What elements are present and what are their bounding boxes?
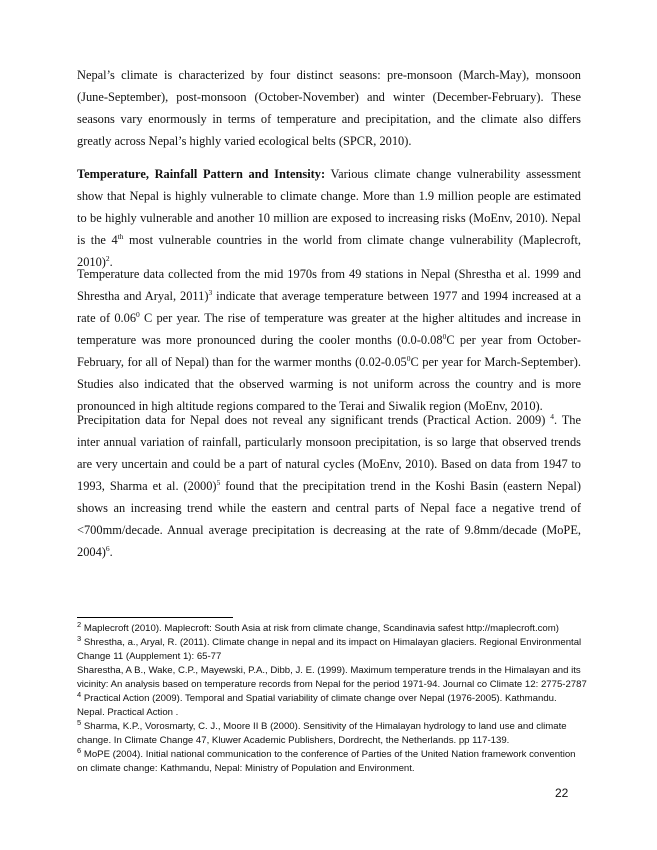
footnote-separator (77, 617, 233, 618)
footnote-ref-4[interactable]: 4 (550, 411, 554, 421)
footnote-ref-5[interactable]: 5 (216, 477, 221, 487)
footnotes (77, 619, 587, 776)
footnote-text: MoPE (2004). Initial national communication to the conference of Parties of the United Nation framework convention on climate change: Kathmandu, Nepal: Ministry of Population and Environment. (77, 749, 576, 774)
footnote-text: Sharma, K.P., Vorosmarty, C. J., Moore II B (2000). Sensitivity of the Himalayan hydrology to land use and climate change. In Climate Change 47, Kluwer Academic Publishers, Dordrecht, the Netherlands. pp 117-139. (77, 721, 567, 746)
paragraph-text: . The inter annual variation of rainfall, particularly monsoon precipitation, is so large that observed trends are very uncertain and could be a part of natural cycles (MoEnv, 2010). Based on data from 1947 to 1993, Sharma et al. (2000) (77, 413, 581, 493)
footnote-3-continued (77, 664, 587, 692)
paragraph-seasons-text: Nepal’s climate is characterized by four distinct seasons: pre-monsoon (March-May), monsoon (June-September), post-monsoon (October-November) and winter (December-February). These seasons vary enormously in terms of temperature and precipitation, and the climate also differs greatly across Nepal’s highly varied ecological belts (SPCR, 2010). (77, 68, 581, 148)
paragraph-text: most vulnerable countries in the world from climate change vulnerability (Maplecroft, 2010) (77, 233, 582, 269)
paragraph-temperature (77, 263, 581, 417)
footnote-ref-2[interactable]: 2 (105, 253, 110, 263)
degree-superscript: 0 (442, 331, 447, 341)
paragraph-text: found that the precipitation trend in the Koshi Basin (eastern Nepal) shows an increasing trend while the eastern and central parts of Nepal face a negative trend of <700mm/decade. Annual average precipitation is decreasing at the rate of 9.8mm/decade (MoPE, 2004) (77, 479, 581, 559)
footnote-number: 3 (77, 633, 82, 643)
footnote-text: Maplecroft (2010). Maplecroft: South Asia at risk from climate change, Scandinavia safest http://maplecroft.com) (81, 623, 559, 634)
footnote-number: 6 (77, 745, 82, 755)
superscript: th (117, 231, 124, 241)
page-number: 22 (555, 786, 569, 800)
paragraph-text: C per year for March-September). Studies also indicated that the observed warming is not uniform across the country and is more pronounced in high altitude regions compared to the Terai and Siwalik region (MoEnv, 2010). (77, 355, 582, 413)
footnote-text: Practical Action (2009). Temporal and Spatial variability of climate change over Nepal (1976-2005). Kathmandu. Nepal. Practical Action . (77, 693, 557, 718)
paragraph-text: C per year from October-February, for all of Nepal) than for the warmer months (0.02-0.05 (77, 333, 581, 369)
paragraph-text: . (109, 255, 113, 269)
paragraph-seasons (77, 64, 581, 152)
footnote-text: Sharestha, A B., Wake, C.P., Mayewski, P.A., Dibb, J. E. (1999). Maximum temperature trends in the Himalayan and its vicinity: An analysis based on temperature records from Nepal for the period 1971-94. Journal co Climate 12: 2775-2787 (77, 665, 587, 690)
footnote-number: 4 (77, 689, 82, 699)
footnote-5 (77, 717, 587, 748)
paragraph-text: . (109, 545, 113, 559)
footnote-number: 2 (77, 619, 82, 629)
footnote-text: Shrestha, a., Aryal, R. (2011). Climate change in nepal and its impact on Himalayan glaciers. Regional Environmental Change 11 (Aupplement 1): 65-77 (77, 637, 582, 662)
degree-superscript: 0 (406, 353, 411, 363)
degree-superscript: 0 (136, 309, 140, 319)
paragraph-text: indicate that average temperature between 1977 and 1994 increased at a rate of 0.06 (77, 289, 581, 325)
footnote-6 (77, 745, 587, 776)
footnote-number: 5 (77, 717, 82, 727)
footnote-3 (77, 633, 587, 664)
footnote-ref-6[interactable]: 6 (105, 543, 110, 553)
footnote-ref-3[interactable]: 3 (208, 287, 213, 297)
paragraph-vulnerability (77, 163, 581, 273)
footnote-4 (77, 689, 587, 720)
paragraph-text: Temperature data collected from the mid 1970s from 49 stations in Nepal (Shrestha et al. 1999 and Shrestha and Aryal, 2011) (77, 267, 581, 303)
section-heading: Temperature, Rainfall Pattern and Intensity: (77, 167, 326, 181)
paragraph-text: Various climate change vulnerability assessment show that Nepal is highly vulnerable to climate change. More than 1.9 million people are estimated to be highly vulnerable and another 10 million are exposed to increasing risks (MoEnv, 2010). Nepal is the 4 (77, 167, 582, 247)
paragraph-precipitation (77, 409, 581, 563)
paragraph-text: Precipitation data for Nepal does not reveal any significant trends (Practical Action. 2009) (77, 413, 551, 427)
paragraph-text: C per year. The rise of temperature was greater at the higher altitudes and increase in temperature was more pronounced during the cooler months (0.0-0.08 (77, 311, 581, 347)
footnote-2 (77, 619, 587, 636)
